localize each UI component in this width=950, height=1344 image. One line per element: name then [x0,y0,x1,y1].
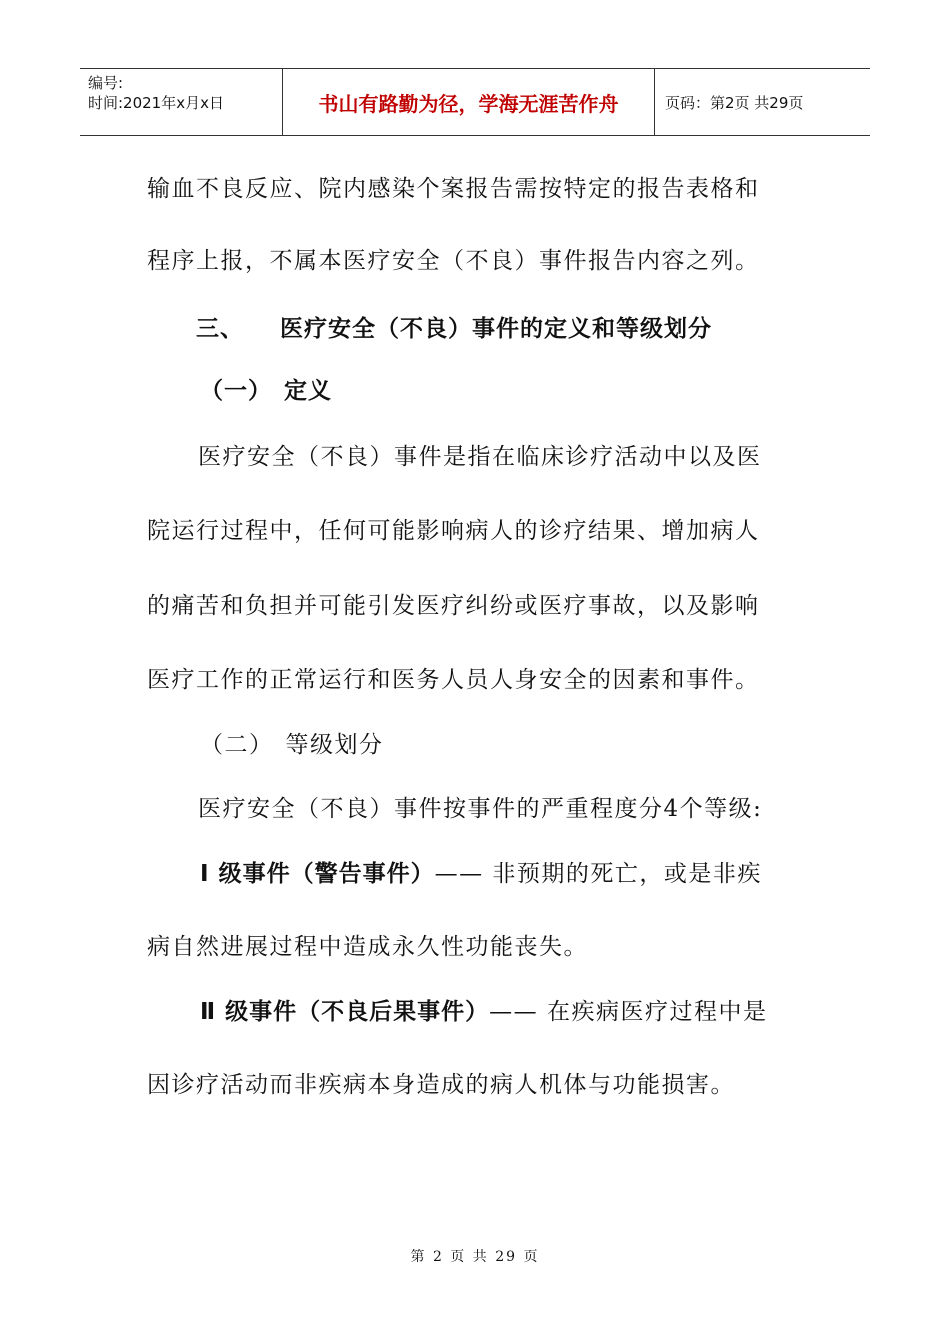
body-line-6: 医疗工作的正常运行和医务人员人身安全的因素和事件。 [147,667,760,693]
subsection-1-heading [200,372,332,405]
subsection-2-title: 等级划分 [285,732,384,758]
section-3-number: 三、 [196,316,244,342]
header-motto: 书山有路勤为径，学海无涯苦作舟 [283,69,655,135]
body-line-7: 医疗安全（不良）事件按事件的严重程度分4个等级: [198,796,763,822]
section-3-heading [196,310,712,343]
level-1-text: —— 非预期的死亡，或是非疾 [434,861,762,887]
subsection-2-heading [200,726,384,759]
body-line-4: 院运行过程中，任何可能影响病人的诊疗结果、增加病人 [147,518,760,544]
subsection-1-number: （一） [200,378,272,404]
body-line-5: 的痛苦和负担并可能引发医疗纠纷或医疗事故，以及影响 [147,593,760,619]
subsection-1-title: 定义 [284,378,332,404]
date-label: 时间:2021年x月x日 [88,94,224,112]
section-3-title: 医疗安全（不良）事件的定义和等级划分 [280,316,712,342]
subsection-2-number: （二） [200,732,274,758]
header-left-cell [80,69,283,135]
level-1-label: Ⅰ 级事件（警告事件） [200,861,435,887]
header-page-info: 页码：第2页 共29页 [665,93,804,112]
body-line-3: 医疗安全（不良）事件是指在临床诊疗活动中以及医 [198,444,762,470]
level-1-line [200,855,762,888]
body-line-1: 输血不良反应、院内感染个案报告需按特定的报告表格和 [147,176,760,202]
header-table [80,68,870,136]
body-line-9: 因诊疗活动而非疾病本身造成的病人机体与功能损害。 [147,1072,735,1098]
footer-page-number: 第 2 页 共 29 页 [410,1249,540,1265]
level-2-text: —— 在疾病医疗过程中是 [489,999,768,1025]
body-line-2: 程序上报，不属本医疗安全（不良）事件报告内容之列。 [147,248,760,274]
level-2-label: Ⅱ 级事件（不良后果事件） [200,999,490,1025]
body-line-8: 病自然进展过程中造成永久性功能丧失。 [147,934,588,960]
level-2-line [200,993,767,1026]
serial-label: 编号: [88,74,124,92]
